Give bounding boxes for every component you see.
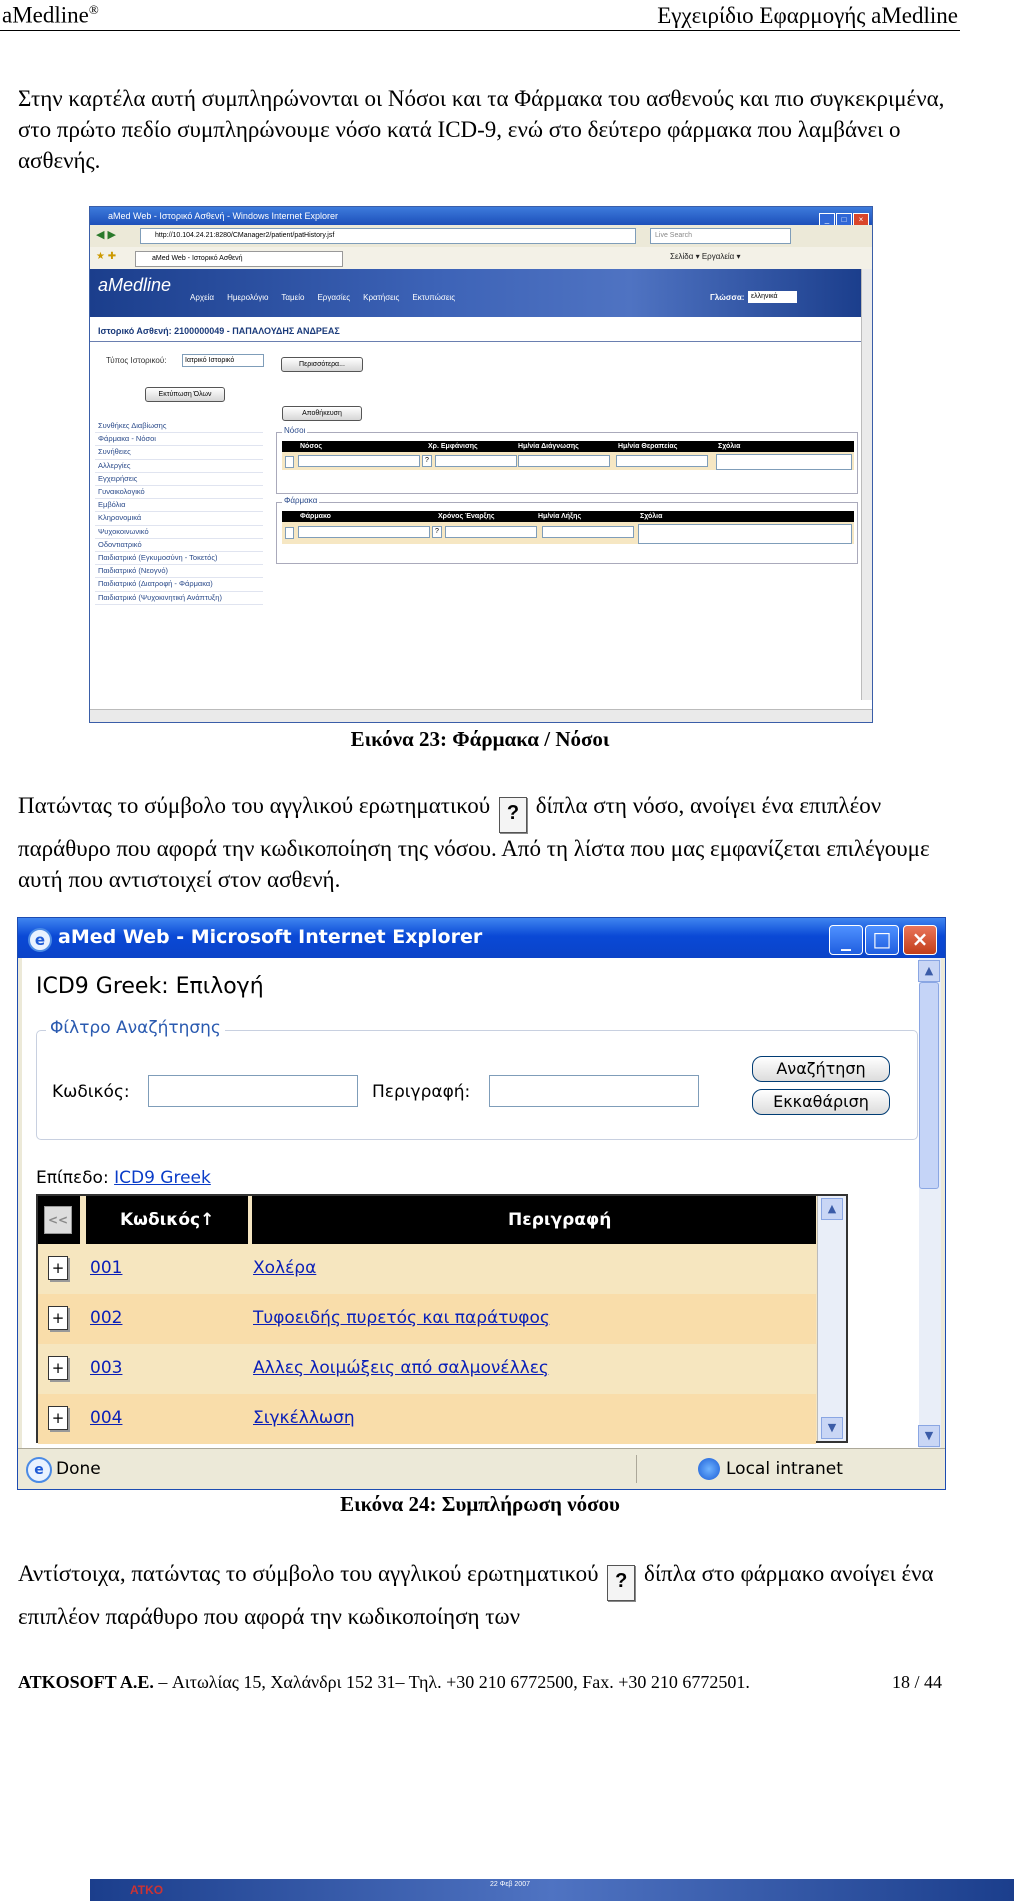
footer-address: – Αιτωλίας 15, Χαλάνδρι 152 31– Τηλ. +30 210 6772500, Fax. +30 210 6772501. xyxy=(158,1672,750,1692)
close-icon[interactable]: × xyxy=(853,213,869,228)
search-input[interactable]: Live Search xyxy=(650,228,791,244)
history-type-select[interactable]: Ιατρικό Ιστορικό xyxy=(182,354,264,367)
status-zone: Local intranet xyxy=(726,1459,843,1479)
divider xyxy=(90,341,862,342)
language-select[interactable]: ελληνικά xyxy=(748,291,797,303)
print-all-button[interactable]: Εκτύπωση Όλων xyxy=(145,387,225,402)
nav-item[interactable]: Οδοντιατρικό xyxy=(95,539,263,552)
window-body xyxy=(22,958,941,1449)
row-code[interactable]: 004 xyxy=(90,1408,123,1428)
description-label: Περιγραφή: xyxy=(372,1082,471,1102)
window-title: aMed Web - Microsoft Internet Explorer xyxy=(58,926,483,948)
comments-input[interactable] xyxy=(716,454,852,470)
table-scrollbar[interactable] xyxy=(817,1196,846,1441)
table-row[interactable] xyxy=(38,1394,816,1445)
row-description[interactable]: Τυφοειδής πυρετός και παράτυφος xyxy=(253,1308,550,1328)
back-forward-icon[interactable]: ◀ ▶ xyxy=(96,229,116,241)
header-doc-title: Εγχειρίδιο Εφαρμογής aMedline xyxy=(657,3,958,28)
status-done: Done xyxy=(56,1459,101,1479)
footer-company: ATKOSOFT A.E. xyxy=(18,1672,154,1692)
table-row[interactable] xyxy=(38,1294,816,1345)
footer-date: 22 Φεβ 2007 xyxy=(490,1881,530,1888)
nav-item[interactable]: Ψυχοκοινωνικό xyxy=(95,526,263,539)
page-footer xyxy=(18,1672,942,1693)
nav-item[interactable]: Παιδιατρικό (Νεογνό) xyxy=(95,565,263,578)
address-bar xyxy=(90,225,872,248)
menu-item[interactable]: Ημερολόγιο xyxy=(227,293,269,302)
col-description-header[interactable]: Περιγραφή xyxy=(508,1210,612,1230)
search-button[interactable]: Αναζήτηση xyxy=(752,1056,890,1082)
close-icon[interactable]: × xyxy=(903,925,937,955)
clear-button[interactable]: Εκκαθάριση xyxy=(752,1089,890,1115)
onset-input[interactable] xyxy=(435,455,517,467)
ie-page-icon: e xyxy=(26,1457,52,1483)
favorites-star-icon[interactable]: ★ ✚ xyxy=(96,251,117,262)
address-input[interactable]: http://10.104.24.21:8280/CManager2/patient/patHistory.jsf xyxy=(140,228,636,244)
menu-item[interactable]: Κρατήσεις xyxy=(363,293,400,302)
nav-item[interactable]: Εγχειρήσεις xyxy=(95,473,263,486)
row-description[interactable]: Αλλες λοιμώξεις από σαλμονέλλες xyxy=(253,1358,549,1378)
menu-item[interactable]: Αρχεία xyxy=(190,293,215,302)
diseases-legend: Νόσοι xyxy=(284,426,306,435)
header-brand: aMedline® xyxy=(2,2,99,28)
diseases-row xyxy=(282,452,854,470)
ie-icon: e xyxy=(28,928,52,952)
footer-logo: ATKO xyxy=(130,1883,164,1897)
browser-tab[interactable]: aMed Web - Ιστορικό Ασθενή xyxy=(135,251,343,267)
vertical-scrollbar[interactable] xyxy=(919,958,941,1449)
scrollbar-thumb[interactable] xyxy=(919,982,939,1189)
vertical-scrollbar[interactable] xyxy=(861,269,872,700)
diseases-header: Νόσος Χρ. Εμφάνισης Ημ/νία Διάγνωσης Ημ/νία Θεραπείας Σχόλια xyxy=(282,441,854,452)
table-header xyxy=(38,1196,816,1244)
col-code-header[interactable]: Κωδικός↑ xyxy=(120,1210,215,1230)
drugs-header: Φάρμακο Χρόνος Έναρξης Ημ/νία Λήξης Σχόλια xyxy=(282,511,854,522)
app-banner xyxy=(90,269,862,317)
patient-history-title: Ιστορικό Ασθενή: 2100000049 - ΠΑΠΑΛΟΥΔΗΣ ΑΝΔΡΕΑΣ xyxy=(98,326,340,336)
icd9-results-table xyxy=(36,1194,848,1443)
level-link[interactable]: ICD9 Greek xyxy=(114,1168,211,1188)
status-bar xyxy=(18,1448,945,1489)
code-input[interactable] xyxy=(148,1075,358,1107)
maximize-icon[interactable]: □ xyxy=(836,213,852,228)
scroll-up-icon[interactable]: ▲ xyxy=(918,960,940,982)
screenshot-icd9-window xyxy=(17,917,946,1490)
expand-button[interactable]: + xyxy=(48,1406,68,1430)
paragraph-question-drug: Αντίστοιχα, πατώντας το σύμβολο του αγγλικού ερωτηματικού ? δίπλα στο φάρμακο ανοίγει ένα επιπλέον παράθυρο που αφορά την κωδικοποίηση των xyxy=(18,1561,934,1629)
minimize-icon[interactable]: _ xyxy=(829,925,863,955)
menu-item[interactable]: Εργασίες xyxy=(317,293,351,302)
level-breadcrumb: Επίπεδο: ICD9 Greek xyxy=(36,1168,211,1188)
drugs-legend: Φάρμακα xyxy=(284,496,318,505)
row-checkbox[interactable] xyxy=(285,456,294,468)
horizontal-scrollbar[interactable] xyxy=(90,709,872,722)
nav-item[interactable]: Παιδιατρικό (Εγκυμοσύνη - Τοκετός) xyxy=(95,552,263,565)
nav-item[interactable]: Συνήθειες xyxy=(95,446,263,459)
app-content xyxy=(90,317,862,688)
back-button[interactable]: << xyxy=(44,1206,72,1234)
toolbar-menus[interactable]: Σελίδα ▾ Εργαλεία ▾ xyxy=(670,252,741,261)
disease-input[interactable] xyxy=(298,455,420,467)
main-menu xyxy=(190,293,468,302)
row-description[interactable]: Χολέρα xyxy=(253,1258,317,1278)
window-titlebar: aMed Web - Ιστορικό Ασθενή - Windows Internet Explorer xyxy=(90,207,872,225)
row-code[interactable]: 001 xyxy=(90,1258,123,1278)
question-icon: ? xyxy=(499,797,527,833)
nav-item[interactable]: Παιδιατρικό (Ψυχοκινητική Ανάπτυξη) xyxy=(95,592,263,605)
end-date-input[interactable] xyxy=(542,526,634,538)
question-icon[interactable]: ? xyxy=(422,455,432,467)
intranet-globe-icon xyxy=(698,1458,720,1480)
scroll-up-icon[interactable]: ▲ xyxy=(821,1198,843,1220)
row-code[interactable]: 003 xyxy=(90,1358,123,1378)
nav-item[interactable]: Συνθήκες Διαβίωσης xyxy=(95,420,263,433)
start-input[interactable] xyxy=(445,526,537,538)
description-input[interactable] xyxy=(489,1075,699,1107)
filter-legend: Φίλτρο Αναζήτησης xyxy=(46,1018,225,1038)
question-icon: ? xyxy=(607,1565,635,1601)
maximize-icon[interactable]: □ xyxy=(865,925,899,955)
page-number: 18 / 44 xyxy=(891,1672,942,1692)
nav-item[interactable]: Παιδιατρικό (Διατροφή - Φάρμακα) xyxy=(95,578,263,591)
nav-item[interactable]: Αλλεργίες xyxy=(95,460,263,473)
nav-item[interactable]: Εμβόλια xyxy=(95,499,263,512)
menu-item[interactable]: Ταμείο xyxy=(281,293,305,302)
figure-caption-23: Εικόνα 23: Φάρμακα / Νόσοι xyxy=(350,727,610,751)
menu-item[interactable]: Εκτυπώσεις xyxy=(412,293,456,302)
expand-button[interactable]: + xyxy=(48,1256,68,1280)
paragraph-question-disease: Πατώντας το σύμβολο του αγγλικού ερωτηματικού ? δίπλα στη νόσο, ανοίγει ένα επιπλέον παράθυρο που αφορά την κωδικοποίηση της νόσου. Από τη λίστα που μας εμφανίζεται επιλέγουμε αυτή που αντιστοιχεί στον ασθενή. xyxy=(18,793,930,892)
save-button[interactable]: Αποθήκευση xyxy=(282,406,362,421)
app-footer xyxy=(90,1879,1014,1901)
figure-caption-24: Εικόνα 24: Συμπλήρωση νόσου xyxy=(340,1492,620,1516)
nav-item[interactable]: Γυναικολογικό xyxy=(95,486,263,499)
row-code[interactable]: 002 xyxy=(90,1308,123,1328)
drug-input[interactable] xyxy=(298,526,430,538)
intro-paragraph: Στην καρτέλα αυτή συμπληρώνονται οι Νόσοι και τα Φάρμακα του ασθενούς και πιο συγκεκριμένα, στο πρώτο πεδίο συμπληρώνουμε νόσο κατά ICD-9, ενώ στο δεύτερο φάρμακα που λαμβάνει ο ασθενής. xyxy=(18,86,945,173)
question-icon[interactable]: ? xyxy=(432,526,442,538)
tab-bar xyxy=(90,247,872,270)
diagnosis-date-input[interactable] xyxy=(518,455,610,467)
app-logo: aMedline xyxy=(98,275,172,295)
scroll-down-icon[interactable]: ▼ xyxy=(821,1417,843,1439)
expand-button[interactable]: + xyxy=(48,1306,68,1330)
table-row[interactable] xyxy=(38,1244,816,1295)
therapy-date-input[interactable] xyxy=(616,455,708,467)
row-checkbox[interactable] xyxy=(285,527,294,539)
language-label: Γλώσσα: xyxy=(710,293,745,302)
table-row[interactable] xyxy=(38,1344,816,1395)
window-titlebar xyxy=(18,918,945,958)
expand-button[interactable]: + xyxy=(48,1356,68,1380)
scroll-down-icon[interactable]: ▼ xyxy=(918,1425,940,1447)
page-title: ICD9 Greek: Επιλογή xyxy=(36,974,264,999)
nav-item[interactable]: Φάρμακα - Νόσοι xyxy=(95,433,263,446)
nav-item[interactable]: Κληρονομικά xyxy=(95,512,263,525)
minimize-icon[interactable]: _ xyxy=(819,213,835,228)
row-description[interactable]: Σιγκέλλωση xyxy=(253,1408,355,1428)
history-nav xyxy=(95,420,263,605)
history-type-label: Τύπος Ιστορικού: xyxy=(106,356,167,365)
code-label: Κωδικός: xyxy=(52,1082,130,1102)
page-header xyxy=(0,0,960,31)
comments-input[interactable] xyxy=(638,524,852,544)
drugs-row xyxy=(282,522,854,544)
more-button[interactable]: Περισσότερα... xyxy=(281,357,363,372)
